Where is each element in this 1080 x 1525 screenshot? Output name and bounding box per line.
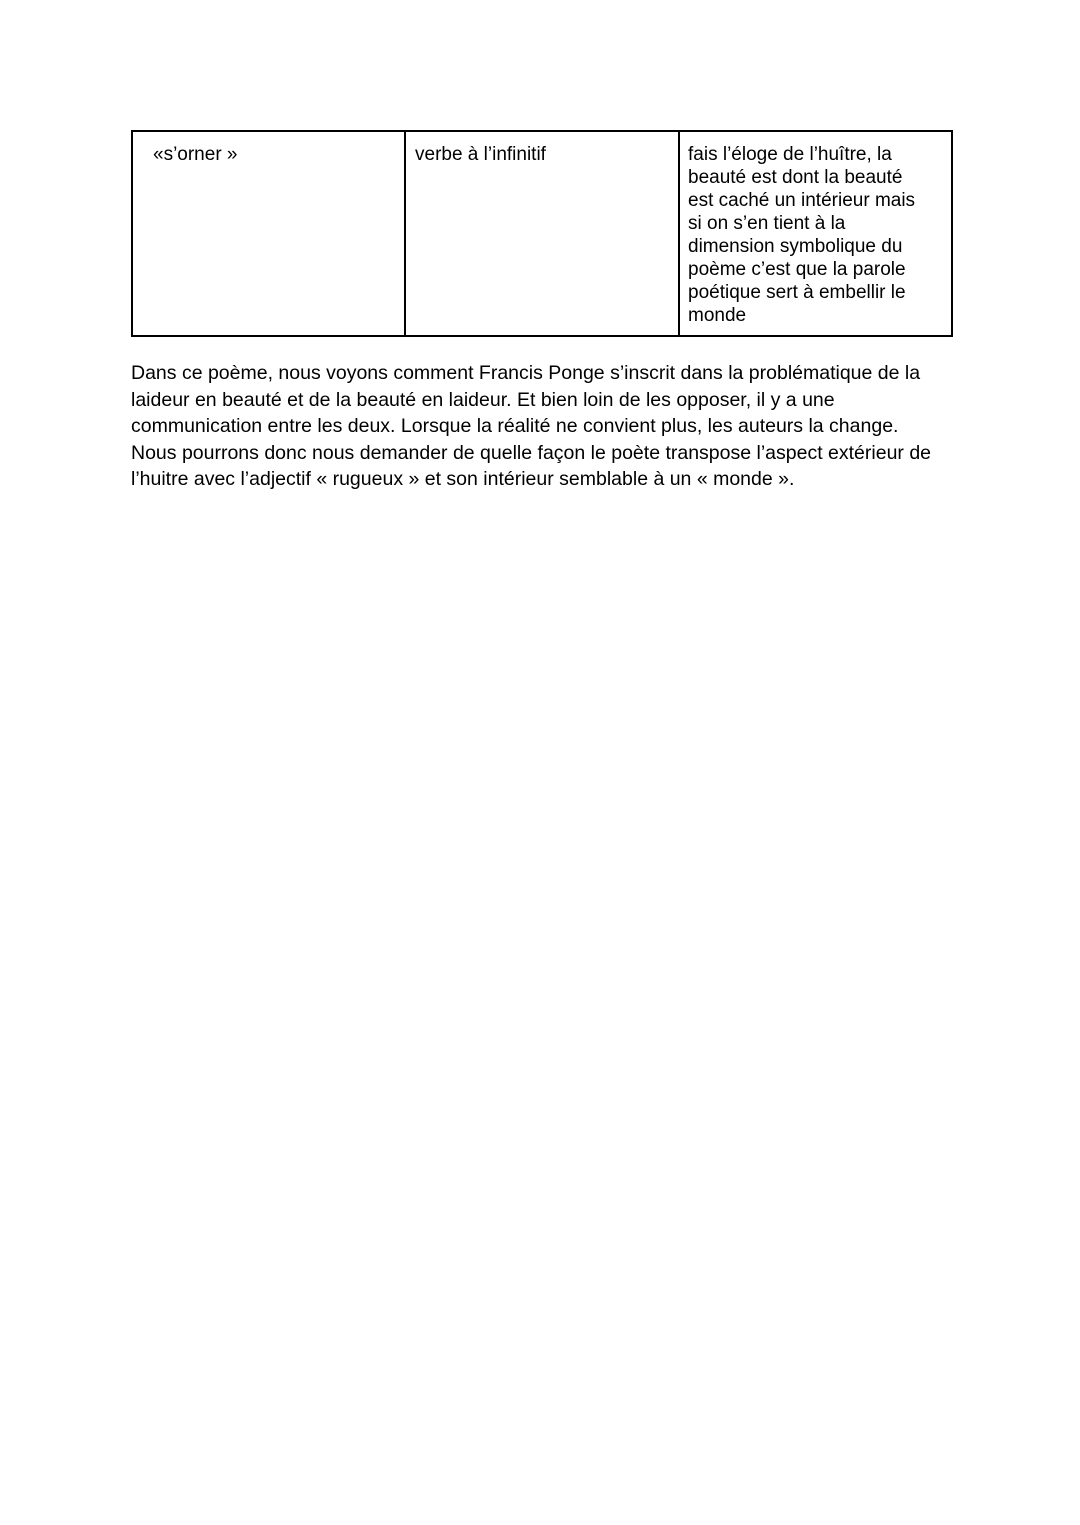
paragraph-line: laideur en beauté et de la beauté en laideur. Et bien loin de les opposer, il y a une — [131, 388, 835, 411]
paragraph-line: l’huitre avec l’adjectif « rugueux » et son intérieur semblable à un « monde ». — [131, 468, 795, 490]
quote-text: «s’orner » — [153, 144, 238, 165]
table-cell-interpretation — [679, 131, 952, 336]
analysis-table — [131, 130, 953, 337]
table-row — [132, 131, 952, 336]
paragraph-line: communication entre les deux. Lorsque la réalité ne convient plus, les auteurs la change. — [131, 415, 899, 437]
conclusion-paragraph — [131, 360, 953, 493]
grammar-text: verbe à l’infinitif — [415, 144, 546, 165]
interpretation-text: fais l’éloge de l’huître, la beauté est dont la beauté est caché un intérieur mais si on s’en tient à la dimension symbolique du poème c’est que la parole poétique sert à embellir le monde — [688, 144, 916, 326]
paragraph-line: Nous pourrons donc nous demander de quelle façon le poète transpose l’aspect extérieur de — [131, 441, 932, 464]
table-cell-grammar — [405, 131, 679, 336]
table-cell-quote — [132, 131, 405, 336]
paragraph-line: Dans ce poème, nous voyons comment Francis Ponge s’inscrit dans la problématique de la — [131, 362, 921, 384]
